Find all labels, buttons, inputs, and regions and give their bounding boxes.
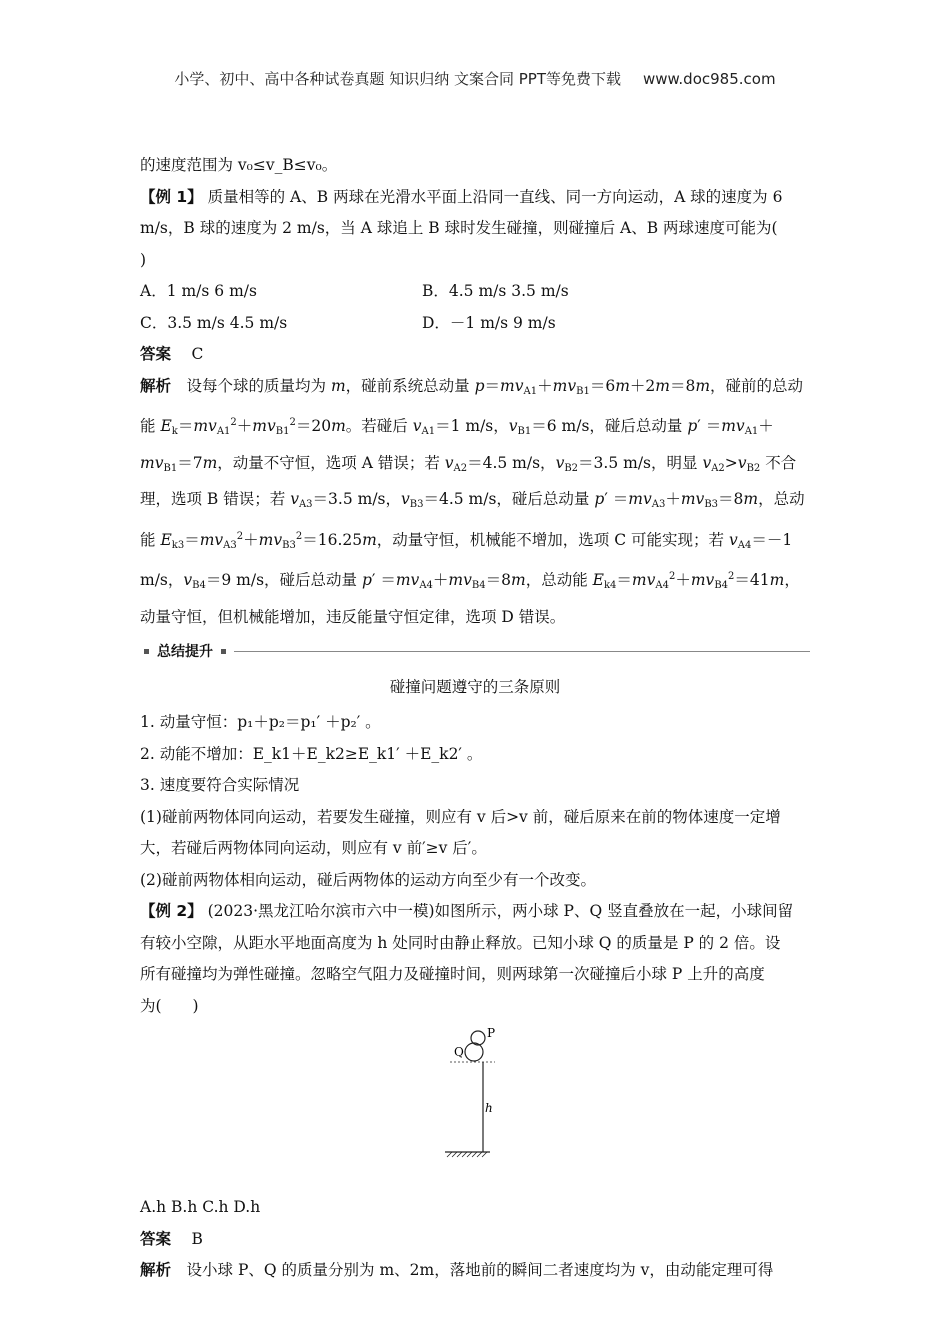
principle-3-detail-2: (2)碰前两物体相向运动，碰后两物体的运动方向至少有一个改变。 <box>140 870 596 889</box>
example-1-options-row-2 <box>140 308 810 340</box>
ball-drop-figure <box>140 1022 810 1192</box>
example-2-line-4: 为( ) <box>140 996 199 1015</box>
example-1-tag: 【例 1】 <box>140 187 203 206</box>
page-header <box>0 68 950 89</box>
example-1-line-3: ) <box>140 250 147 269</box>
example-1-options-row-1 <box>140 276 810 308</box>
intro-line: 的速度范围为 v₀≤v_B≤v₀。 <box>140 156 338 174</box>
option-b: B．4.5 m/s 3.5 m/s <box>422 282 569 300</box>
example-2-line-1: 【例 2】 (2023·黑龙江哈尔滨市六中一模)如图所示，两小球 P、Q 竖直叠放在一起，小球间留 <box>140 902 794 920</box>
label-p: P <box>487 1026 496 1040</box>
example-1-line-2: m/s，B 球的速度为 2 m/s，当 A 球追上 B 球时发生碰撞，则碰撞后 A、B 两球速度可能为( <box>140 219 778 237</box>
document-body <box>140 150 810 1287</box>
principle-3: 3. 速度要符合实际情况 <box>140 776 300 794</box>
summary-title: 总结提升 <box>157 644 213 660</box>
example-1-line-1: 【例 1】 质量相等的 A、B 两球在光滑水平面上沿同一直线、同一方向运动，A 球的速度为 6 <box>140 187 783 206</box>
principle-1: 1. 动量守恒：p₁＋p₂＝p₁′ ＋p₂′ 。 <box>140 713 381 731</box>
label-q: Q <box>454 1045 464 1059</box>
option-c: C．3.5 m/s 4.5 m/s <box>140 313 288 332</box>
principle-3-detail-1b: 大，若碰后两物体同向运动，则应有 v 前′≥v 后′。 <box>140 839 487 857</box>
example-2-tag: 【例 2】 <box>140 902 203 920</box>
square-bullet-icon <box>221 649 226 654</box>
summary-divider <box>140 635 810 667</box>
ball-drop-diagram <box>440 1026 510 1186</box>
square-bullet-icon <box>144 649 149 654</box>
divider-line <box>234 651 810 652</box>
ball-q <box>465 1043 483 1061</box>
label-h: h <box>485 1101 493 1115</box>
option-a: A．1 m/s 6 m/s <box>140 282 257 300</box>
ground-hatching <box>447 1152 487 1157</box>
summary-heading: 碰撞问题遵守的三条原则 <box>389 678 561 696</box>
example-2-answer: 答案 B <box>140 1229 203 1248</box>
example-2-options: A.h B.h C.h D.h <box>140 1198 261 1216</box>
principle-3-detail-1a: (1)碰前两物体同向运动，若要发生碰撞，则应有 v 后>v 前，碰后原来在前的物体速度一定增 <box>140 807 781 826</box>
example-2-analysis: 解析 设小球 P、Q 的质量分别为 m、2m，落地前的瞬间二者速度均为 v，由动能定理可得 <box>140 1261 774 1279</box>
option-d: D．－1 m/s 9 m/s <box>422 313 556 332</box>
example-2-line-3: 所有碰撞均为弹性碰撞。忽略空气阻力及碰撞时间，则两球第一次碰撞后小球 P 上升的高度 <box>140 965 765 983</box>
principle-2: 2. 动能不增加：E_k1＋E_k2≥E_k1′ ＋E_k2′ 。 <box>140 744 483 763</box>
example-1-analysis: 解析 设每个球的质量均为 m，碰前系统总动量 $p=mv_{A1}+mv_{B1}=6m+2m=8m$，碰前的总动能 $E_k=mv_{A1}^2+mv_{B1}^2=20m$。若碰后 $v_{A1}=1$ m/s，$v_{B1}=6$ m/s，碰后总动量 $p' =mv_{A1}+mv_{B1}=7m$，动量不守恒，选项 A 错误；若 $v_{A2}=4.5$ m/s，$v_{B2}=3.5$ m/s，明显 $v_{A2}>v_{B2}$ 不合理，选项 B 错误；若 $v_{A3}=3.5$ m/s，$v_{B3}=4.5$ m/s，碰后总动量 $p' =mv_{A3}+mv_{B3}=8m$，总动能 $E_{k3}=mv_{A3}^2+mv_{B3}^2=16.25m$，动量守恒，机械能不增加，选项 C 可能实现；若 $v_{A4}=-1$ m/s，$v_{B4}=9$ m/s，碰后总动量 $p' =mv_{A4}+mv_{B4}=8m$，总动能 $E_{k4}=mv_{A4}^2+mv_{B4}^2=41m$，动量守恒，但机械能增加，违反能量守恒定律，选项 D 错误。 <box>140 376 805 626</box>
example-1-answer: 答案 C <box>140 345 204 363</box>
example-2-line-2: 有较小空隙，从距水平地面高度为 h 处同时由静止释放。已知小球 Q 的质量是 P 的 2 倍。设 <box>140 933 781 952</box>
header-left-text: 小学、初中、高中各种试卷真题 知识归纳 文案合同 PPT等免费下载 <box>174 70 621 88</box>
header-url: www.doc985.com <box>642 70 776 88</box>
